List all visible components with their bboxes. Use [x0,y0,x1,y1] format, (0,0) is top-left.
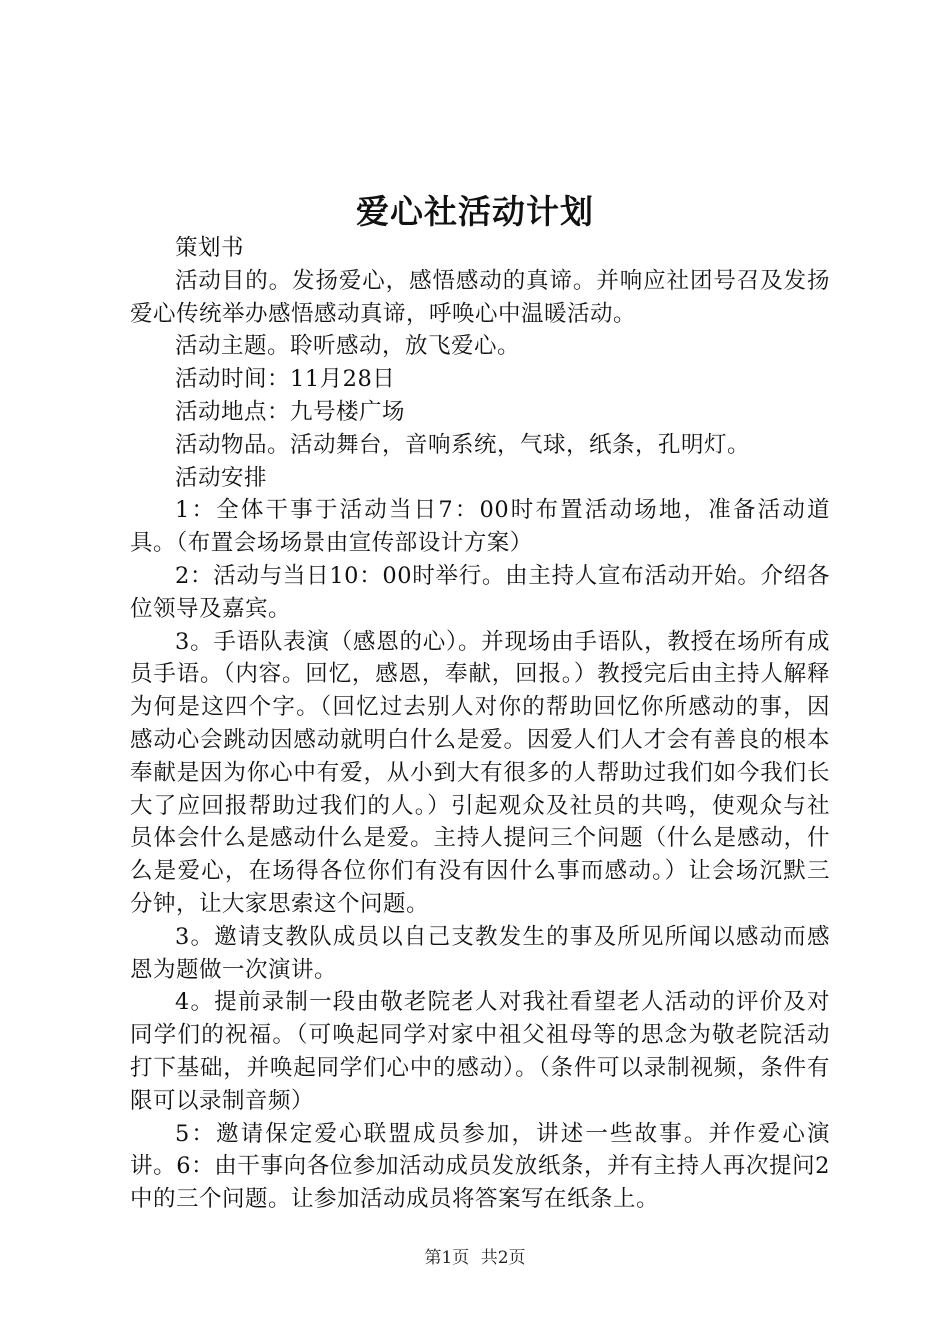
document-body [130,232,830,1216]
paragraph-time: 活动时间：11月28日 [175,366,396,393]
paragraph-step-5: 5：邀请保定爱心联盟成员参加，讲述一些故事。并作爱心演讲。6：由干事向各位参加活动成员发放纸条，并有主持人再次提问2中的三个问题。让参加活动成员将答案写在纸条上。 [130,1120,830,1213]
paragraph-materials: 活动物品。活动舞台，音响系统，气球，纸条，孔明灯。 [175,431,751,458]
document-title: 爱心社活动计划 [356,192,594,231]
paragraph-step-2: 2：活动与当日10：00时举行。由主持人宣布活动开始。介绍各位领导及嘉宾。 [130,562,830,622]
paragraph-location: 活动地点：九号楼广场 [175,398,406,425]
paragraph-purpose: 活动目的。发扬爱心，感悟感动的真谛。并响应社团号召及发扬爱心传统举办感悟感动真谛，呼唤心中温暖活动。 [130,267,830,327]
paragraph-step-4: 4。提前录制一段由敬老院老人对我社看望老人活动的评价及对同学们的祝福。（可唤起同学对家中祖父祖母等的思念为敬老院活动打下基础，并唤起同学们心中的感动）。（条件可以录制视频，条件有限可以录制音频） [130,989,830,1114]
paragraph-step-3a: 3。手语队表演（感恩的心）。并现场由手语队，教授在场所有成员手语。（内容。回忆，感恩，奉献，回报。）教授完后由主持人解释为何是这四个字。（回忆过去别人对你的帮助回忆你所感动的事，因感动心会跳动因感动就明白什么是爱。因爱人们人才会有善良的根本奉献是因为你心中有爱，从小到大有很多的人帮助过我们如今我们长大了应回报帮助过我们的人。）引起观众及社员的共鸣，使观众与社员体会什么是感动什么是爱。主持人提问三个问题（什么是感动，什么是爱心，在场得各位你们有没有因什么事而感动。）让会场沉默三分钟，让大家思索这个问题。 [130,628,830,917]
paragraph-heading-plan: 策划书 [175,235,245,261]
paragraph-step-1: 1：全体干事于活动当日7：00时布置活动场地，准备活动道具。（布置会场场景由宣传部设计方案） [130,497,830,557]
page-total: 共2页 [480,1248,526,1268]
page-footer [0,1243,950,1268]
paragraph-arrangement-heading: 活动安排 [175,464,268,491]
paragraph-step-3b: 3。邀请支教队成员以自己支教发生的事及所见所闻以感动而感恩为题做一次演讲。 [130,923,830,983]
page-number: 第1页 [424,1248,470,1268]
paragraph-theme: 活动主题。聆听感动，放飞爱心。 [175,333,521,360]
